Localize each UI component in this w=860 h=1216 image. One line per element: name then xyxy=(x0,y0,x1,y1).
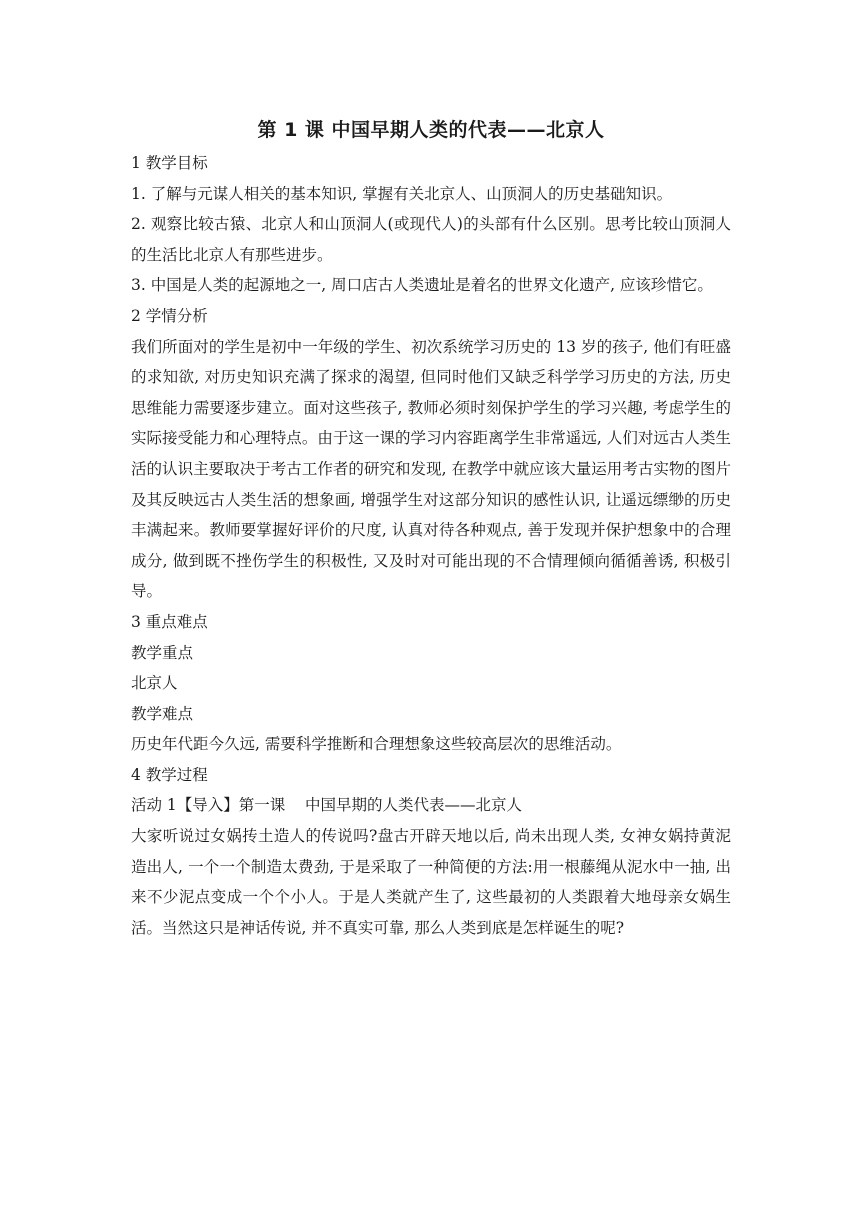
goal-paragraph-3: 3. 中国是人类的起源地之一, 周口店古人类遗址是着名的世界文化遗产, 应该珍惜它。 xyxy=(131,276,713,295)
section-heading-teaching-goals: 1 教学目标 xyxy=(131,154,208,172)
student-analysis-paragraph: 我们所面对的学生是初中一年级的学生、初次系统学习历史的 13 岁的孩子, 他们有旺盛的求知欲, 对历史知识充满了探求的渴望, 但同时他们又缺乏科学学习历史的方法, 历史思维能力需要逐步建立。面对这些孩子, 教师必须时刻保护学生的学习兴趣, 考虑学生的实际接受能力和心理特点。由于这一课的学习内容距离学生非常遥远, 人们对远古人类生活的认识主要取决于考古工作者的研究和发现, 在教学中就应该大量运用考古实物的图片及其反映远古人类生活的想象画, 增强学生对这部分知识的感性认识, 让遥远缥缈的历史丰满起来。教师要掌握好评价的尺度, 认真对待各种观点, 善于发现并保护想象中的合理成分, 做到既不挫伤学生的积极性, 又及时对可能出现的不合情理倾向循循善诱, 积极引导。 xyxy=(131,337,731,601)
goal-paragraph-1: 1. 了解与元谋人相关的基本知识, 掌握有关北京人、山顶洞人的历史基础知识。 xyxy=(131,184,673,203)
activity-1-paragraph: 大家听说过女娲抟土造人的传说吗?盘古开辟天地以后, 尚未出现人类, 女神女娲持黄泥造出人, 一个一个制造太费劲, 于是采取了一种简便的方法:用一根藤绳从泥水中一抽, 出来不少泥点变成一个个小人。于是人类就产生了, 这些最初的人类跟着大地母亲女娲生活。当然这只是神话传说, 并不真实可靠, 那么人类到底是怎样诞生的呢? xyxy=(131,827,731,937)
difficulty-value: 历史年代距今久远, 需要科学推断和合理想象这些较高层次的思维活动。 xyxy=(131,735,622,754)
key-point-label: 教学重点 xyxy=(131,643,194,662)
goal-paragraph-2: 2. 观察比较古猿、北京人和山顶洞人(或现代人)的头部有什么区别。思考比较山顶洞人的生活比北京人有那些进步。 xyxy=(131,215,731,264)
section-heading-teaching-process: 4 教学过程 xyxy=(131,765,208,784)
key-point-value: 北京人 xyxy=(131,674,178,693)
document-title: 第 1 课 中国早期人类的代表——北京人 xyxy=(257,119,605,141)
difficulty-label: 教学难点 xyxy=(131,704,194,723)
section-heading-student-analysis: 2 学情分析 xyxy=(131,306,208,325)
document-body xyxy=(131,112,731,943)
section-heading-key-points: 3 重点难点 xyxy=(131,612,208,631)
activity-1-title: 活动 1【导入】第一课 中国早期的人类代表——北京人 xyxy=(131,796,522,815)
